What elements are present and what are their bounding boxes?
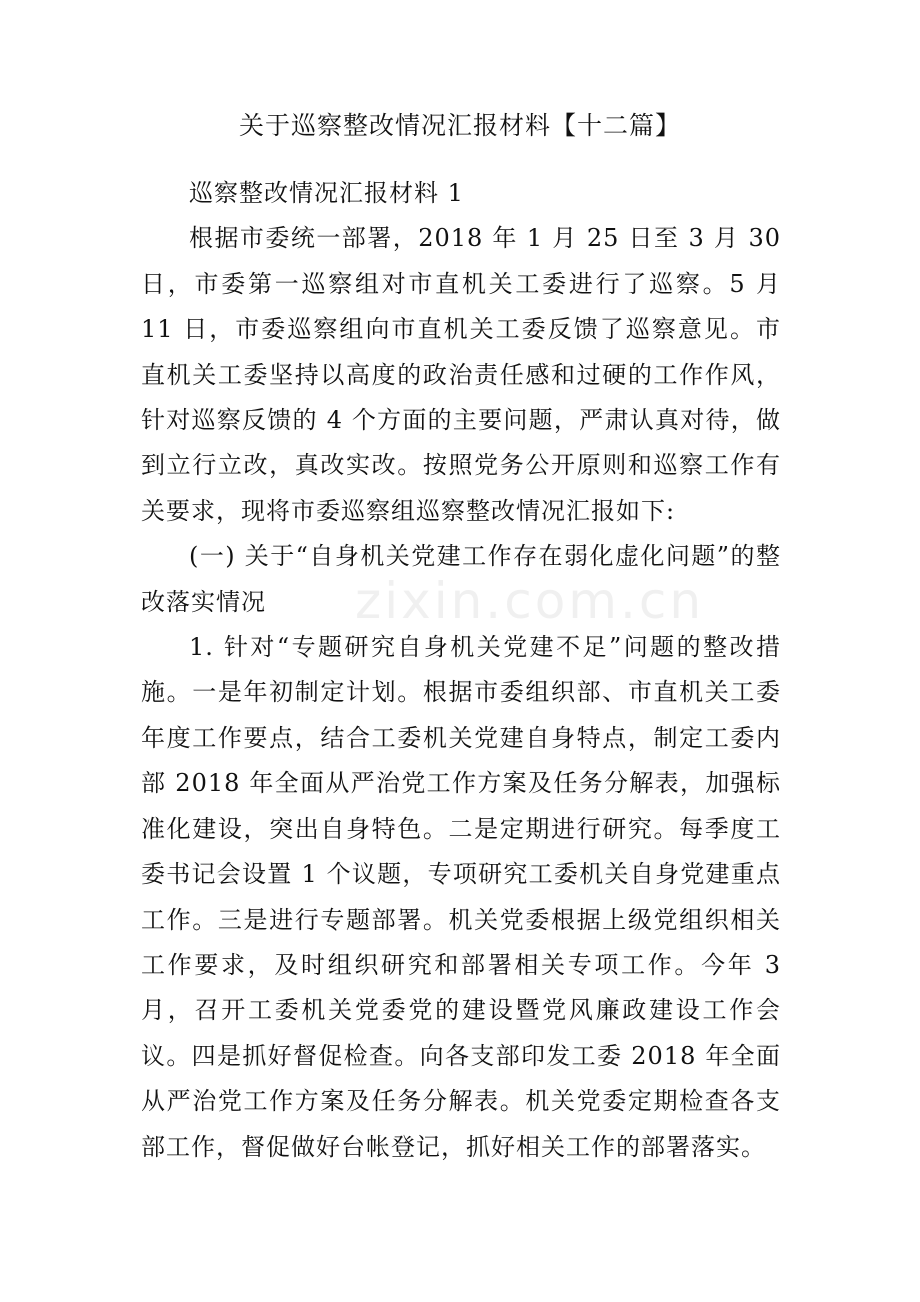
section-subtitle: 巡察整改情况汇报材料 1	[189, 179, 464, 207]
watermark-logo: zixin.com.cn	[355, 572, 705, 630]
document-body	[141, 171, 781, 1170]
paragraph-intro: 根据市委统一部署，2018 年 1 月 25 日至 3 月 30 日，市委第一巡察组对市直机关工委进行了巡察。5 月 11 日，市委巡察组向市直机关工委反馈了巡察意见。市直机关工委坚持以高度的政治责任感和过硬的工作作风，针对巡察反馈的 4 个方面的主要问题，严肃认真对待，做到立行立改，真改实改。按照党务公开原则和巡察工作有关要求，现将市委巡察组巡察整改情况汇报如下:	[141, 224, 781, 525]
paragraph-heading-1: (一) 关于“自身机关党建工作存在弱化虚化问题”的整改落实情况	[141, 542, 781, 616]
document-title: 关于巡察整改情况汇报材料【十二篇】	[238, 111, 681, 140]
paragraph-measures-1: 1. 针对“专题研究自身机关党建不足”问题的整改措施。一是年初制定计划。根据市委组织部、市直机关工委年度工作要点，结合工委机关党建自身特点，制定工委内部 2018 年全面从严治党工作方案及任务分解表，加强标准化建设，突出自身特色。二是定期进行研究。每季度工委书记会设置 1 个议题，专项研究工委机关自身党建重点工作。三是进行专题部署。机关党委根据上级党组织相关工作要求，及时组织研究和部署相关专项工作。今年 3 月，召开工委机关党委党的建设暨党风廉政建设工作会议。四是抓好督促检查。向各支部印发工委 2018 年全面从严治党工作方案及任务分解表。机关党委定期检查各支部工作，督促做好台帐登记，抓好相关工作的部署落实。	[141, 633, 781, 1161]
